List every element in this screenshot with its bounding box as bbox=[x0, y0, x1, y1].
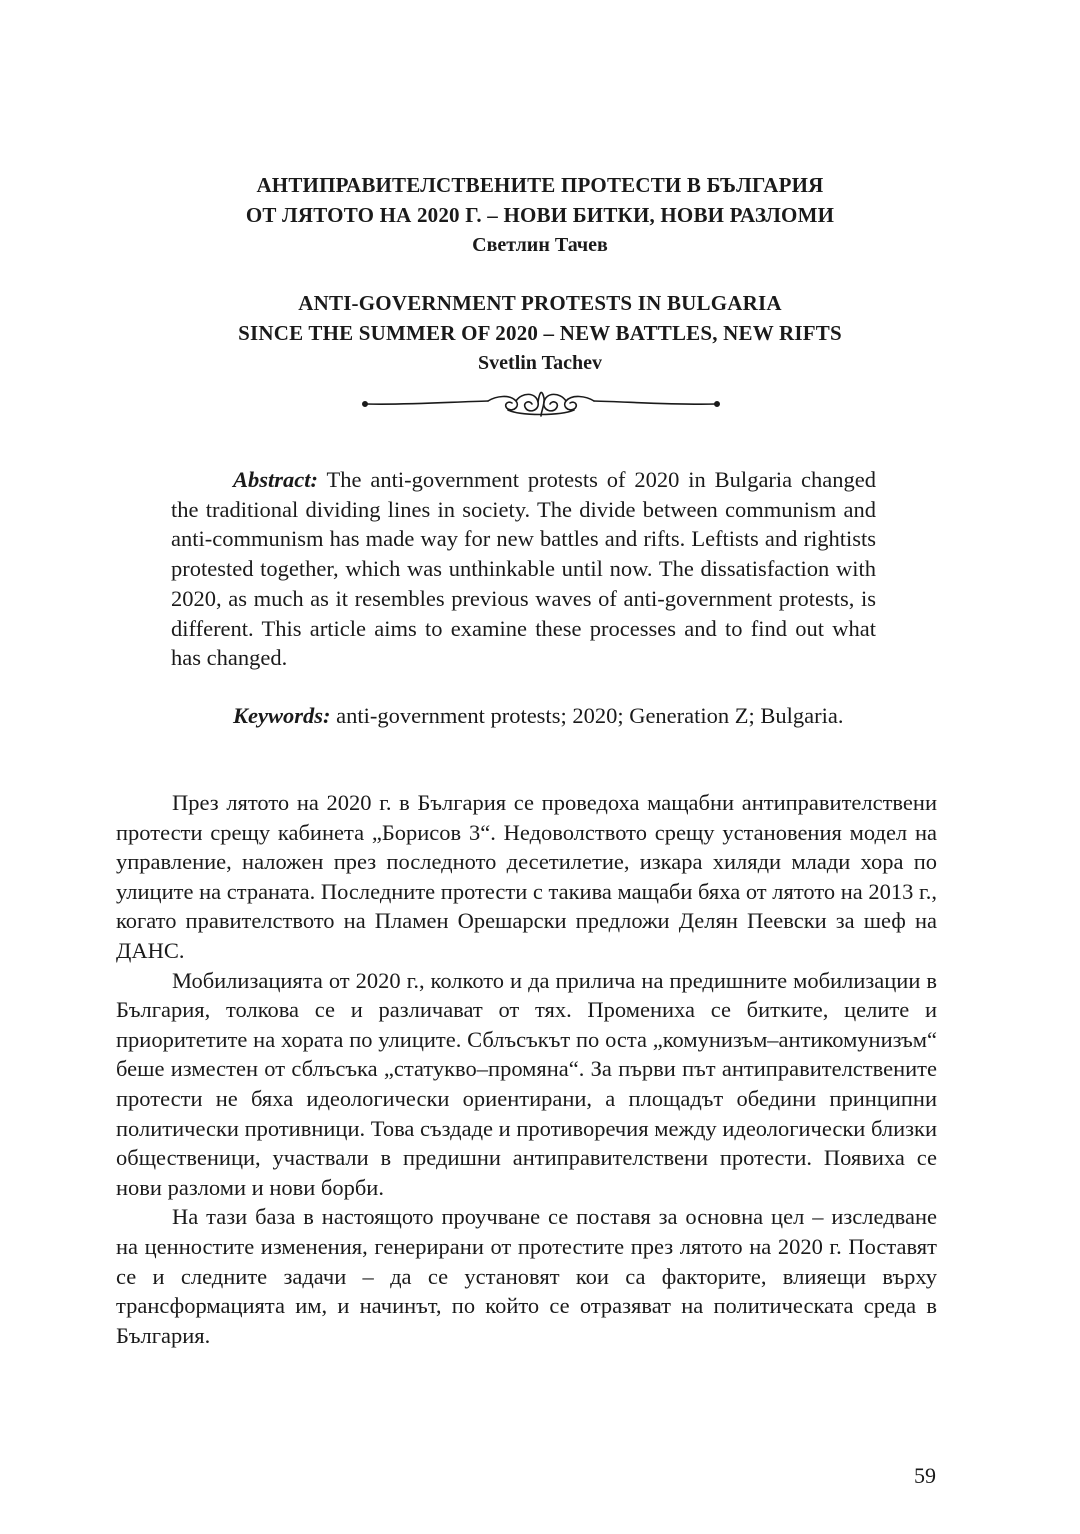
abstract-section bbox=[171, 465, 876, 673]
keywords-section bbox=[171, 701, 876, 731]
keywords-label: Keywords: bbox=[233, 703, 331, 728]
body-text bbox=[116, 788, 937, 1350]
page-number: 59 bbox=[914, 1463, 936, 1488]
abstract-label: Abstract: bbox=[233, 467, 319, 492]
title-en-line-2: SINCE THE SUMMER OF 2020 – NEW BATTLES, NEW RIFTS bbox=[238, 321, 842, 345]
title-en-line-1: ANTI-GOVERNMENT PROTESTS IN BULGARIA bbox=[298, 291, 782, 315]
abstract-text: The anti-government protests of 2020 in Bulgaria changed the traditional dividing lines in society. The divide between communism and anti-communism has made way for new battles and rifts. Leftists and rightists protested together, which was unthinkable until now. The dissatisfaction with 2020, as much as it resembles previous waves of anti-government protests, is different. This article aims to examine these processes and to find out what has changed. bbox=[171, 467, 876, 671]
title-bulgarian bbox=[0, 170, 1080, 260]
body-paragraph-3: На тази база в настоящото проучване се поставя за основна цел – изследване на ценностите изменения, генерирани от протестите през лятото на 2020 г. Поставят се и следните задачи – да се установят кои са факторите, влияещи върху трансформацията им, и начинът, по който се отразяват на политическата среда в България. bbox=[116, 1204, 937, 1348]
title-bg-line-1: АНТИПРАВИТЕЛСТВЕНИТЕ ПРОТЕСТИ В БЪЛГАРИЯ bbox=[256, 173, 824, 197]
body-paragraph-1: През лятото на 2020 г. в България се проведоха мащабни антиправителствени протести срещу кабинета „Борисов 3“. Недоволството срещу установения модел на управление, наложен през последното десетилетие, изкара хиляди млади хора по улиците на страната. Последните протести с такива мащаби бяха от лятото на 2013 г., когато правителството на Пламен Орешарски предложи Делян Пеевски за шеф на ДАНС. bbox=[116, 790, 937, 963]
title-english bbox=[0, 288, 1080, 378]
title-bg-line-2: ОТ ЛЯТОТО НА 2020 Г. – НОВИ БИТКИ, НОВИ РАЗЛОМИ bbox=[245, 203, 835, 227]
author-bulgarian: Светлин Тачев bbox=[472, 234, 608, 256]
decorative-divider-icon bbox=[360, 384, 722, 424]
author-english: Svetlin Tachev bbox=[478, 352, 602, 374]
body-paragraph-2: Мобилизацията от 2020 г., колкото и да прилича на предишните мобилизации в България, толкова се и различават от тях. Промениха се битките, целите и приоритетите на хората по улиците. Сблъсъкът по оста „комунизъм–антикомунизъм“ беше изместен от сблъсъка „статукво–промяна“. За първи път антиправителствените протести не бяха идеологически ориентирани, а площадът обедини принципни политически противници. Това създаде и противоречия между идеологически близки общественици, участвали в предишни антиправителствени протести. Появиха се нови разломи и нови борби. bbox=[116, 967, 937, 1200]
keywords-text: anti-government protests; 2020; Generation Z; Bulgaria. bbox=[330, 703, 844, 728]
